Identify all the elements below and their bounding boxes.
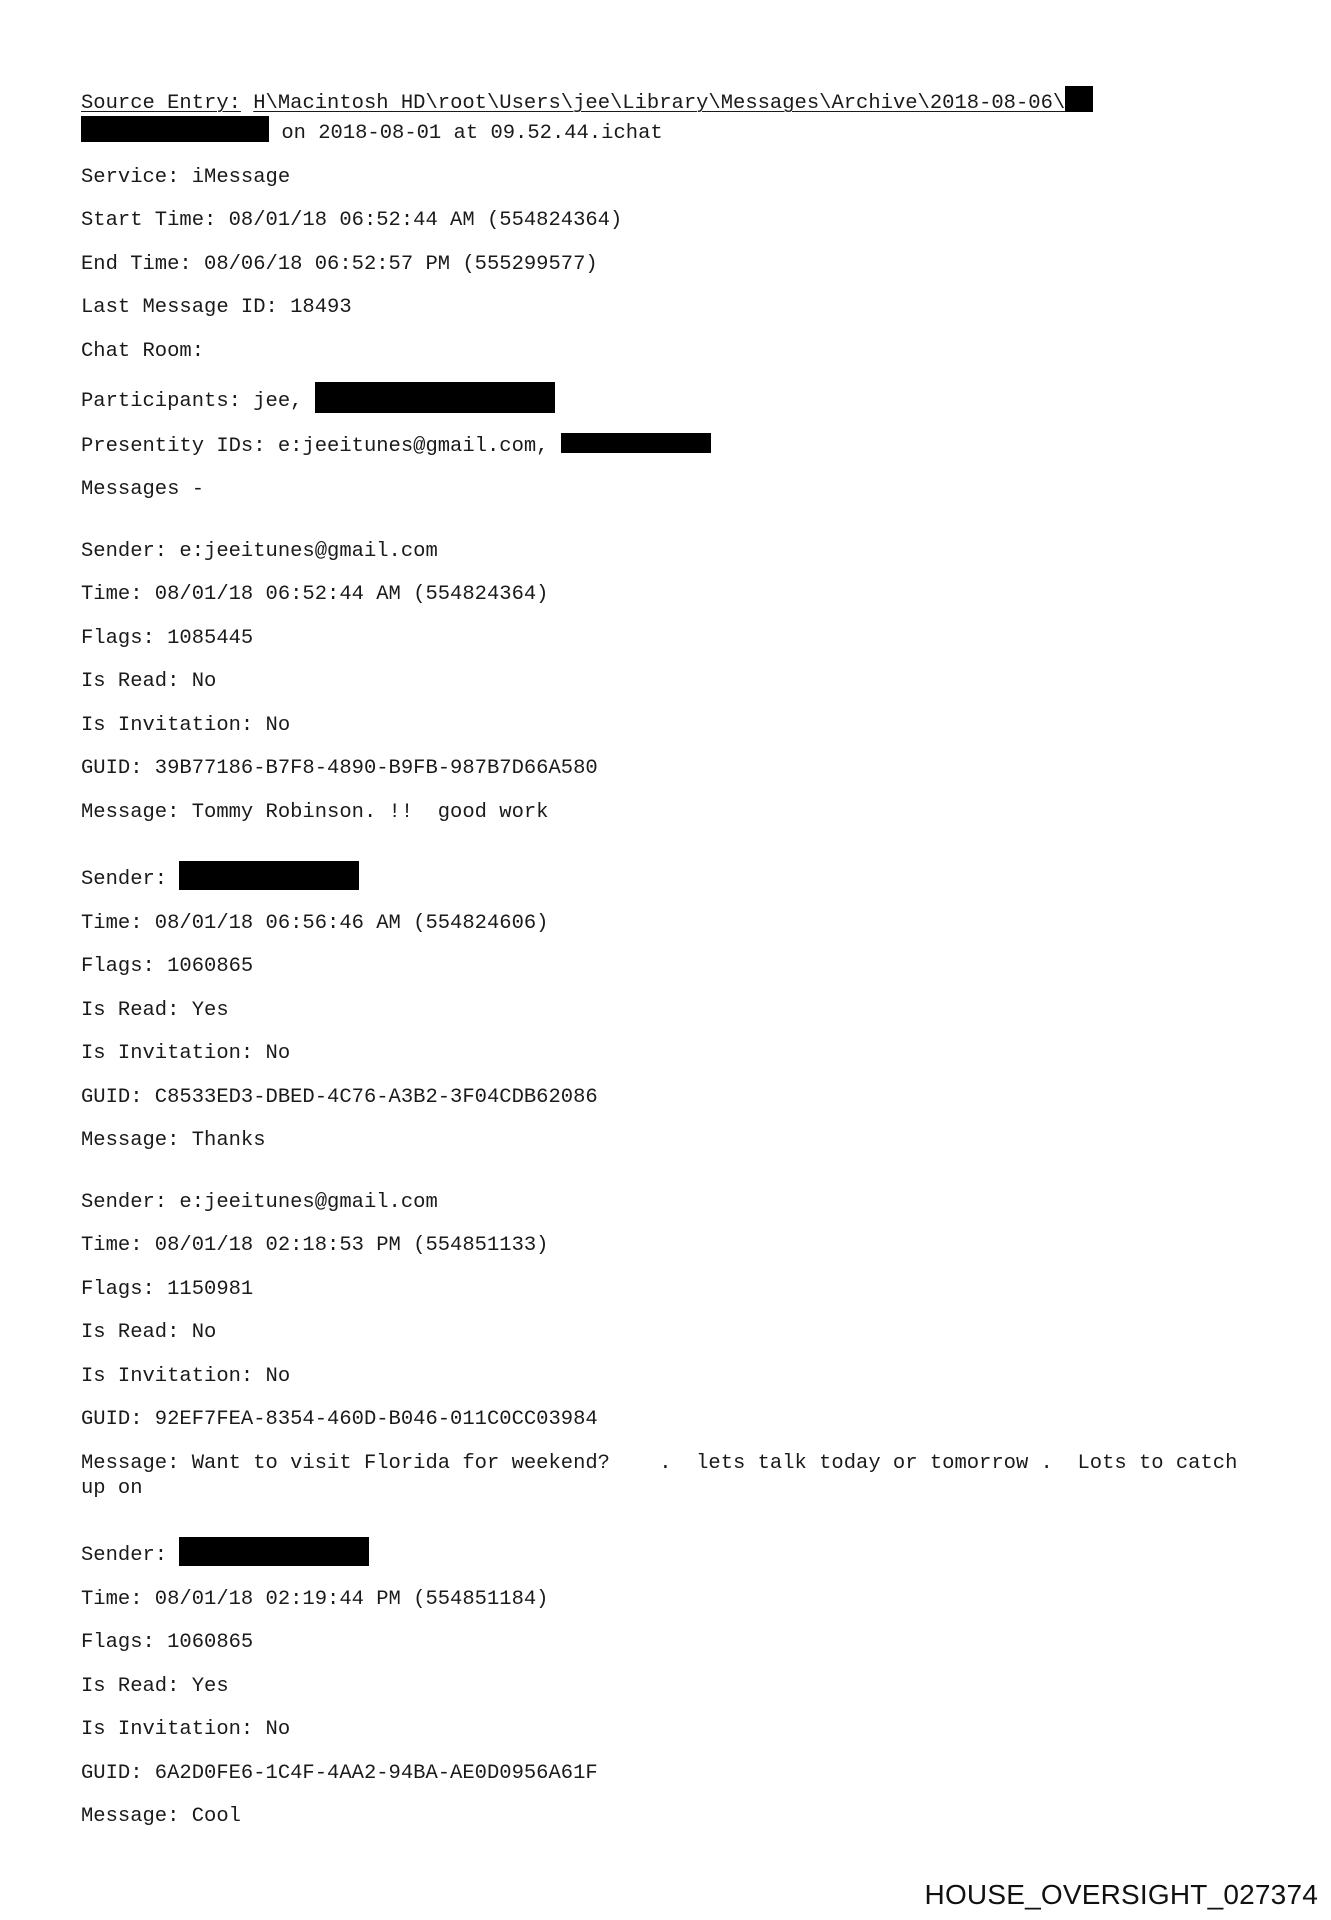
message-record bbox=[81, 539, 1261, 825]
message-flags: Flags: 1060865 bbox=[81, 955, 254, 978]
redaction-box bbox=[1065, 86, 1093, 112]
message-sender: Sender: bbox=[81, 868, 168, 891]
message-guid: GUID: C8533ED3-DBED-4C76-A3B2-3F04CDB62086 bbox=[81, 1085, 598, 1109]
message-sender: Sender: bbox=[81, 1544, 168, 1567]
source-entry-suffix: on 2018-08-01 at 09.52.44.ichat bbox=[281, 122, 663, 145]
message-is-invitation: Is Invitation: No bbox=[81, 1364, 291, 1388]
source-entry-continuation bbox=[81, 116, 1261, 146]
message-is-read: Is Read: Yes bbox=[81, 1674, 229, 1698]
message-guid: GUID: 6A2D0FE6-1C4F-4AA2-94BA-AE0D0956A61F bbox=[81, 1761, 598, 1785]
end-time-line: End Time: 08/06/18 06:52:57 PM (555299577) bbox=[81, 252, 598, 276]
message-sender: Sender: e:jeeitunes@gmail.com bbox=[81, 1190, 438, 1214]
bates-number: HOUSE_OVERSIGHT_027374 bbox=[924, 1879, 1318, 1910]
message-is-read: Is Read: No bbox=[81, 1321, 217, 1344]
message-sender: Sender: e:jeeitunes@gmail.com bbox=[81, 539, 438, 563]
redaction-box bbox=[561, 433, 711, 453]
start-time-line: Start Time: 08/01/18 06:52:44 AM (554824364) bbox=[81, 209, 623, 232]
source-entry-path: H\Macintosh HD\root\Users\jee\Library\Messages\Archive\2018-08-06\ bbox=[253, 92, 1066, 115]
message-text: Message: Thanks bbox=[81, 1129, 266, 1152]
last-message-id-line: Last Message ID: 18493 bbox=[81, 296, 352, 319]
spacer bbox=[81, 843, 1261, 861]
spacer bbox=[81, 1519, 1261, 1537]
message-record bbox=[81, 1537, 1261, 1829]
presentity-ids-text: Presentity IDs: e:jeeitunes@gmail.com, bbox=[81, 434, 549, 458]
document-page bbox=[81, 86, 1261, 1848]
message-time: Time: 08/01/18 02:18:53 PM (554851133) bbox=[81, 1234, 549, 1257]
message-time: Time: 08/01/18 06:52:44 AM (554824364) bbox=[81, 583, 549, 606]
message-is-read: Is Read: Yes bbox=[81, 998, 229, 1022]
participants-text: Participants: jee, bbox=[81, 390, 303, 413]
message-record bbox=[81, 1190, 1261, 1501]
service-line: Service: iMessage bbox=[81, 165, 291, 189]
participants-line bbox=[81, 382, 1261, 414]
redaction-box bbox=[179, 861, 359, 890]
message-text: Message: Cool bbox=[81, 1805, 241, 1828]
message-text: Message: Want to visit Florida for weekend? . lets talk today or tomorrow . Lots to catch up on bbox=[81, 1451, 1250, 1500]
spacer bbox=[81, 1172, 1261, 1190]
spacer bbox=[81, 521, 1261, 539]
message-text: Message: Tommy Robinson. !! good work bbox=[81, 800, 549, 824]
source-entry-line bbox=[81, 86, 1261, 116]
message-time: Time: 08/01/18 06:56:46 AM (554824606) bbox=[81, 911, 549, 935]
presentity-ids-line bbox=[81, 433, 1261, 459]
message-record bbox=[81, 861, 1261, 1153]
redaction-box bbox=[315, 382, 555, 413]
message-is-invitation: Is Invitation: No bbox=[81, 1718, 291, 1741]
redaction-box bbox=[179, 1537, 369, 1566]
message-is-read: Is Read: No bbox=[81, 670, 217, 693]
redaction-box bbox=[81, 116, 269, 142]
message-is-invitation: Is Invitation: No bbox=[81, 1042, 291, 1065]
message-sender-line bbox=[81, 861, 1261, 892]
message-is-invitation: Is Invitation: No bbox=[81, 713, 291, 737]
message-time: Time: 08/01/18 02:19:44 PM (554851184) bbox=[81, 1587, 549, 1611]
chat-room-line: Chat Room: bbox=[81, 339, 205, 363]
message-flags: Flags: 1060865 bbox=[81, 1631, 254, 1654]
message-guid: GUID: 39B77186-B7F8-4890-B9FB-987B7D66A580 bbox=[81, 757, 598, 780]
message-guid: GUID: 92EF7FEA-8354-460D-B046-011C0CC03984 bbox=[81, 1408, 598, 1431]
source-entry-label: Source Entry: bbox=[81, 92, 241, 115]
message-flags: Flags: 1085445 bbox=[81, 626, 254, 650]
message-flags: Flags: 1150981 bbox=[81, 1277, 254, 1301]
message-sender-line bbox=[81, 1537, 1261, 1568]
messages-label: Messages - bbox=[81, 478, 205, 501]
